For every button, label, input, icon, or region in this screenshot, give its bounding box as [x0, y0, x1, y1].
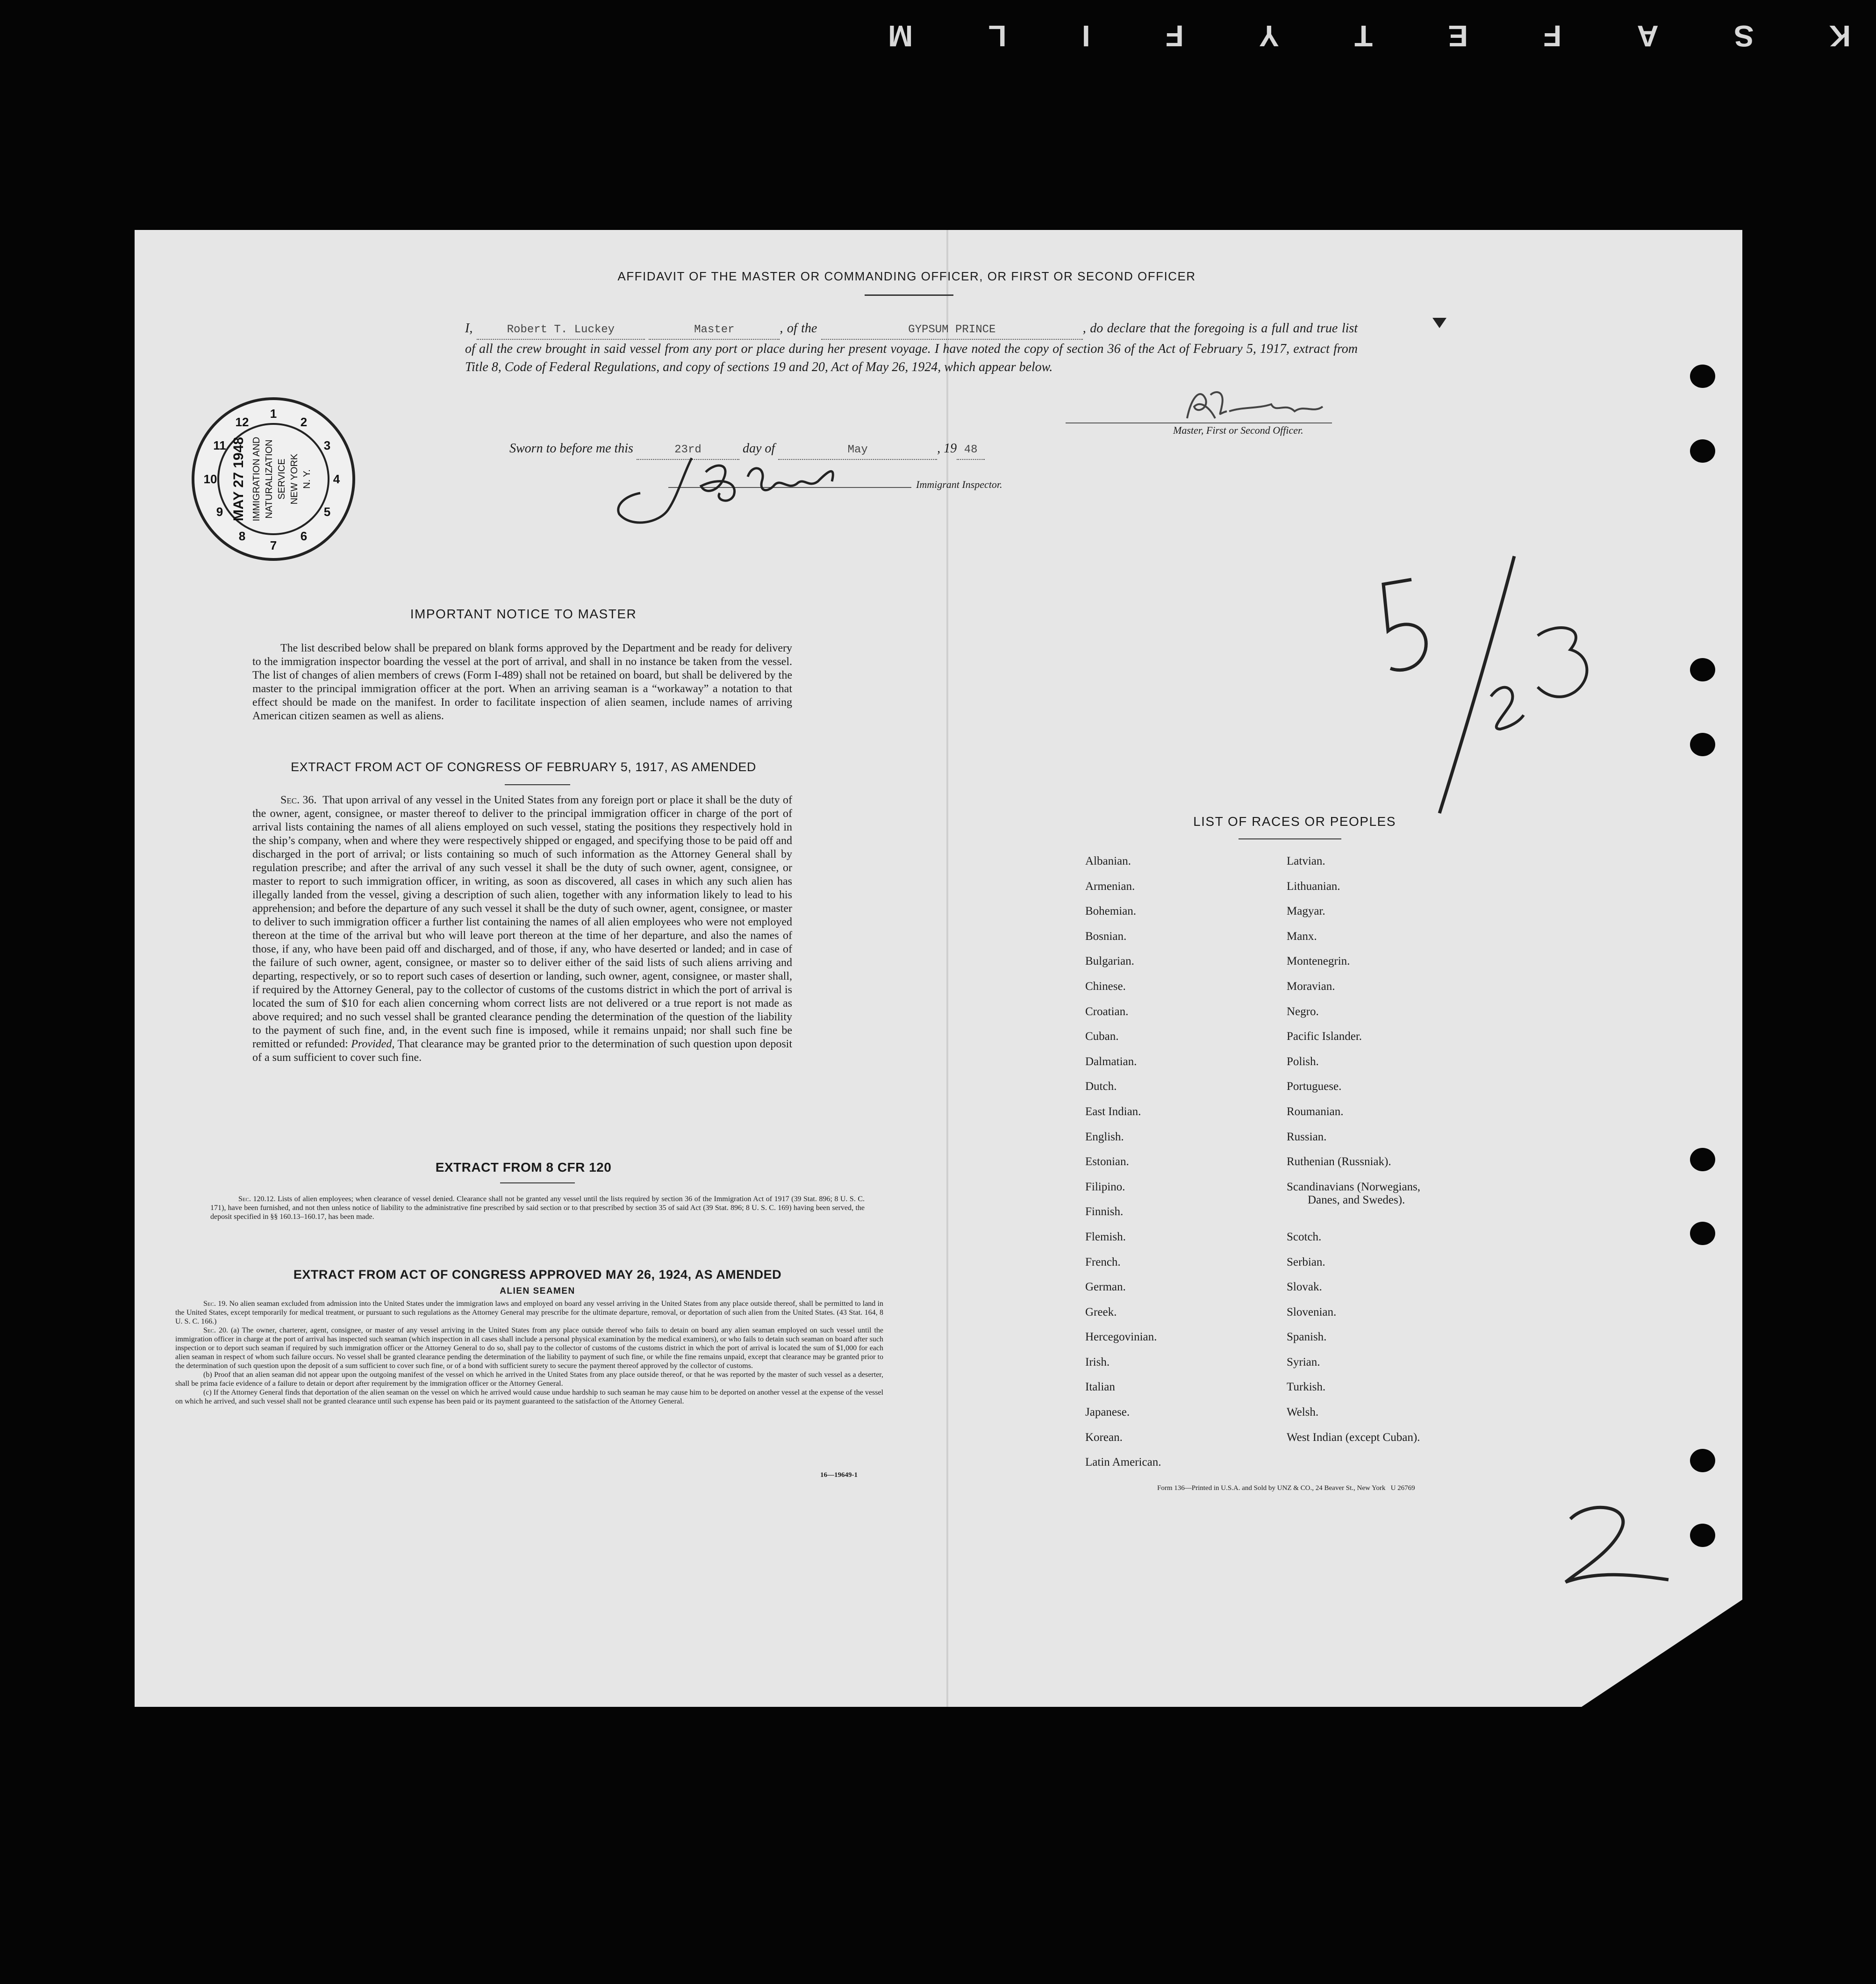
- punch-hole: [1690, 1449, 1715, 1472]
- race-item: Bosnian.: [1085, 930, 1127, 943]
- race-item: German.: [1085, 1281, 1126, 1294]
- punch-hole: [1690, 439, 1715, 463]
- races-column-2: [1287, 849, 1420, 1450]
- race-item: Flemish.: [1085, 1230, 1126, 1243]
- race-item: Japanese.: [1085, 1406, 1130, 1419]
- form-code: 16—19649-1: [820, 1471, 858, 1479]
- races-column-1: [1085, 849, 1161, 1475]
- printer-footer: Form 136—Printed in U.S.A. and Sold by UNZ & CO., 24 Beaver St., New York U 26769: [1157, 1484, 1415, 1492]
- section-20c-text: (c) If the Attorney General finds that deportation of the alien seaman on the vessel on which he arrived would cause undue hardship to such seaman he may cause him to be deported on another vessel at the expense of the vessel on which he arrived, and such vessel shall not be granted clearance until such expense has been paid or its payment guaranteed to the satisfaction of the Attorney General.: [175, 1389, 883, 1405]
- master-name-field: Robert T. Luckey: [477, 321, 645, 340]
- race-item: Serbian.: [1287, 1255, 1325, 1268]
- races-title: LIST OF RACES OR PEOPLES: [1193, 814, 1396, 829]
- race-item: Korean.: [1085, 1431, 1123, 1444]
- race-item: Finnish.: [1085, 1205, 1124, 1218]
- title-rule: [865, 294, 953, 296]
- race-item: Armenian.: [1085, 880, 1135, 893]
- tick-mark: [1430, 314, 1449, 333]
- notice-paragraph: The list described below shall be prepared on blank forms approved by the Department and be ready for delivery to the immigration inspector boarding the vessel at the port of arrival, and shall in no instance be taken from the vessel. The list of changes of alien members of crews (Form I-489) shall not be retained on board, but shall be delivered by the master to the principal immigration officer at the port. When an arriving seaman is a “workaway” a notation to that effect should be made on the manifest. In order to facilitate inspection of alien seamen, include names of arriving American citizen seamen as well as aliens.: [252, 642, 792, 722]
- race-item: Spanish.: [1287, 1331, 1327, 1344]
- race-item: Latin American.: [1085, 1456, 1161, 1469]
- affidavit-text: [465, 319, 1358, 376]
- race-item: Cuban.: [1085, 1030, 1119, 1043]
- film-letter: T: [1354, 19, 1373, 53]
- race-item: Turkish.: [1287, 1381, 1326, 1394]
- film-letter: I: [1081, 19, 1090, 53]
- stamp-number: 12: [235, 415, 249, 429]
- affidavit-title: AFFIDAVIT OF THE MASTER OR COMMANDING OFFICER, OR FIRST OR SECOND OFFICER: [617, 269, 1196, 283]
- cfr-rule: [500, 1182, 575, 1183]
- race-item: Negro.: [1287, 1005, 1319, 1018]
- race-item-scandinavians: [1287, 1175, 1420, 1225]
- race-item: Montenegrin.: [1287, 955, 1350, 968]
- race-item: West Indian (except Cuban).: [1287, 1431, 1420, 1444]
- day-of-label: day of: [742, 441, 775, 456]
- stamp-number: 3: [323, 438, 331, 452]
- film-letter: E: [1448, 19, 1468, 53]
- sworn-label: Sworn to before me this: [509, 441, 633, 456]
- stamp-number: 8: [238, 529, 246, 543]
- extract-1917-text: [252, 794, 792, 1065]
- film-letter: S: [1733, 19, 1754, 53]
- stamp-line: NEW YORK: [289, 453, 300, 505]
- race-item: Manx.: [1287, 930, 1317, 943]
- race-item: Russian.: [1287, 1130, 1327, 1143]
- stamp-number: 6: [300, 529, 308, 543]
- race-item: Latvian.: [1287, 855, 1325, 867]
- cfr-text: [210, 1195, 865, 1221]
- film-letter: M: [888, 19, 913, 53]
- stamp-line: SERVICE: [277, 458, 287, 500]
- race-item: Syrian.: [1287, 1355, 1320, 1368]
- race-item: Italian: [1085, 1381, 1115, 1394]
- stamp-line: NATURALIZATION: [264, 439, 274, 519]
- race-item: French.: [1085, 1255, 1121, 1268]
- of-the-label: , of the: [780, 321, 817, 336]
- stamp-number: 5: [323, 505, 331, 519]
- extract-1917-title: EXTRACT FROM ACT OF CONGRESS OF FEBRUARY 5, 1917, AS AMENDED: [291, 760, 756, 774]
- race-item: Bohemian.: [1085, 905, 1137, 918]
- punch-hole: [1690, 365, 1715, 388]
- race-item: Hercegovinian.: [1085, 1331, 1157, 1344]
- punch-hole: [1690, 658, 1715, 681]
- race-item: Roumanian.: [1287, 1105, 1344, 1118]
- race-item: English.: [1085, 1130, 1124, 1143]
- stamp-number: 1: [270, 407, 277, 421]
- stamp-number: 9: [216, 505, 223, 519]
- race-item-line: Scandinavians (Norwegians,: [1287, 1180, 1421, 1193]
- race-item: Filipino.: [1085, 1180, 1125, 1193]
- stamp-number: 10: [203, 472, 217, 486]
- races-rule: [1239, 838, 1341, 839]
- cfr-section: Sec. 120.12.: [238, 1195, 276, 1203]
- alien-seamen-subtitle: ALIEN SEAMEN: [500, 1286, 575, 1296]
- day-field: 23rd: [637, 441, 739, 460]
- immigration-stamp: [187, 393, 360, 566]
- film-letter: F: [1165, 19, 1184, 53]
- inspector-signature: [612, 449, 855, 542]
- vessel-name-field: GYPSUM PRINCE: [821, 321, 1083, 340]
- notice-title: IMPORTANT NOTICE TO MASTER: [410, 607, 637, 621]
- signature-label: Master, First or Second Officer.: [1173, 424, 1303, 436]
- stamp-line: N. Y.: [302, 469, 312, 489]
- race-item: Greek.: [1085, 1305, 1117, 1318]
- notice-text: [252, 642, 792, 723]
- extract-1917-rule: [505, 784, 570, 785]
- stamp-number: 11: [213, 438, 226, 452]
- cfr-paragraph: Lists of alien employees; when clearance of vessel denied. Clearance shall not be granted any vessel until the lists required by section 36 of the Immigration Act of 1917 (39 Stat. 896; 8 U. S. C. 171), have been furnished, and not then unless notice of liability to the administrative fine prescribed by said section or to that prescribed by section 35 of said Act (39 Stat. 896; 8 U. S. C. 169) having been served, the deposit specified in §§ 160.13–160.17, has been made.: [210, 1195, 865, 1221]
- extract-1924-text: [175, 1299, 883, 1406]
- section-19-text: No alien seaman excluded from admission into the United States under the immigration laws and employed on board any vessel arriving in the United States from any place outside thereof, shall be permitted to land in the United States, except temporarily for medical treatment, or pursuant to such regulations as the Attorney General may prescribe for the ultimate departure, removal, or deportation of such alien from the United States. (43 Stat. 164, 8 U. S. C. 166.): [175, 1300, 884, 1325]
- race-item: Slovenian.: [1287, 1305, 1337, 1318]
- folded-corner: [1576, 1598, 1744, 1711]
- race-item: Estonian.: [1085, 1155, 1129, 1168]
- race-item: Polish.: [1287, 1055, 1319, 1068]
- section-label: Sec. 36.: [280, 794, 317, 806]
- race-item: East Indian.: [1085, 1105, 1141, 1118]
- section-36-text: That upon arrival of any vessel in the United States from any foreign port or place it shall be the duty of the owner, agent, consignee, or master thereof to deliver to the principal immigration officer in charge of the port of arrival lists containing the names of all aliens employed on such vessel, stating the positions they respectively hold in the ship’s company, when and where they were respectively shipped or engaged, and specifying those to be paid off and discharged in the port of arrival; or lists containing so much of such information as the Attorney General shall by regulation prescribe; and after the arrival of any such vessel it shall be the duty of such owner, agent, consignee, or master to report to such immigration officer, in writing, as soon as discovered, all cases in which any such alien has illegally landed from the vessel, giving a description of such alien, together with any information likely to lead to his apprehension; and before the departure of any such vessel it shall be the duty of such owner, agent, consignee, or master to deliver to such immigration officer a further list containing the names of all alien employees who were not employed thereon at the time of the arrival but who will leave port thereon at the time of her departure, and also the names of those, if any, who have been paid off and discharged, and of those, if any, who have deserted or landed; and in case of the failure of such owner, agent, consignee, or master so to deliver either of the said lists of such aliens arriving and departing, respectively, or so to report such cases of desertion or landing, such owner, agent, consignee, or master shall, if required by the Attorney General, pay to the collector of customs of the customs district in which the port of arrival is located the sum of $10 for each alien concerning whom correct lists are not delivered or a true report is not made as above required; and no such vessel shall be granted clearance pending the determination of the question of the liability to the payment of such fine, and, in the event such fine is imposed, while it remains unpaid; nor shall such fine be remitted or refunded:: [252, 794, 792, 1050]
- cfr-title: EXTRACT FROM 8 CFR 120: [435, 1160, 612, 1175]
- stamp-date: MAY 27 1948: [231, 437, 246, 522]
- month-field: May: [778, 441, 937, 460]
- inspector-label: Immigrant Inspector.: [916, 479, 1002, 490]
- race-item: Lithuanian.: [1287, 880, 1340, 893]
- section-36-end: That clearance may be granted prior to the determination of such question upon deposit of a sum sufficient to cover such fine.: [252, 1038, 793, 1064]
- film-edge-text: [888, 10, 1851, 62]
- stamp-number: 4: [333, 472, 340, 486]
- punch-hole: [1690, 733, 1715, 756]
- race-item: Albanian.: [1085, 855, 1131, 867]
- race-item: Welsh.: [1287, 1406, 1319, 1419]
- section-20-label: Sec. 20.: [203, 1326, 228, 1334]
- race-item-line: Danes, and Swedes).: [1308, 1193, 1405, 1206]
- stamp-number: 7: [270, 538, 277, 552]
- extract-1924-title: EXTRACT FROM ACT OF CONGRESS APPROVED MAY 26, 1924, AS AMENDED: [293, 1268, 782, 1282]
- film-letter: L: [988, 19, 1007, 53]
- affidavit-i: I,: [465, 321, 473, 336]
- handwritten-page-number: [1552, 1500, 1673, 1594]
- punch-hole: [1690, 1222, 1715, 1245]
- year-prefix: , 19: [937, 441, 957, 456]
- race-item: Portuguese.: [1287, 1080, 1342, 1093]
- race-item: Dalmatian.: [1085, 1055, 1137, 1068]
- punch-hole: [1690, 1524, 1715, 1547]
- affidavit-declaration: that the foregoing is a full and true list of all the crew brought in said vessel from any port or place during her present voyage. I have noted the copy of section 36 of the Act of February 5, 1917, extract from Title 8, Code of Federal Regulations, and copy of sections 19 and 20, Act of May 26, 1924, which appear below.: [465, 321, 1358, 374]
- race-item: Magyar.: [1287, 905, 1325, 918]
- position-field: Master: [649, 321, 780, 340]
- race-item: Slovak.: [1287, 1281, 1322, 1294]
- race-item: Scotch.: [1287, 1230, 1322, 1243]
- race-item: Moravian.: [1287, 980, 1335, 993]
- year-field: 48: [957, 441, 985, 460]
- section-19-label: Sec. 19.: [203, 1300, 228, 1308]
- stamp-number: 2: [300, 415, 308, 429]
- master-signature: [1182, 386, 1337, 428]
- race-item: Pacific Islander.: [1287, 1030, 1362, 1043]
- punch-hole: [1690, 1148, 1715, 1171]
- film-letter: K: [1829, 19, 1851, 53]
- section-20b-text: (b) Proof that an alien seaman did not appear upon the outgoing manifest of the vessel on which he arrived in the United States from any place outside thereof, or that he was reported by the master of such vessel as a deserter, shall be prima facie evidence of a failure to detain or deport after requirement by the immigration officer or the Attorney General.: [175, 1371, 883, 1388]
- race-item: Dutch.: [1085, 1080, 1117, 1093]
- handwritten-fraction: [1369, 552, 1612, 823]
- section-20a-text: (a) The owner, charterer, agent, consignee, or master of any vessel arriving in the United States from any place outside thereof who fails to detain on board any alien seaman employed on such vessel until the immigration officer in charge at the port of arrival has inspected such seaman (which inspection in all cases shall include a personal physical examination by the medical examiners), or who fails to detain such seaman on board after such inspection or to deport such seaman if required by such immigration officer or the Attorney General to do so, shall pay to the collector of customs of the customs district in which the port of arrival is located the sum of $1,000 for each alien seaman in respect of whom such failure occurs. No vessel shall be granted clearance pending the determination of the liability to payment of such fine, or while the fine remains unpaid, except that clearance may be granted prior to the determination of such question upon the deposit of a sum sufficient to cover such fine, or of a bond with sufficient surety to secure the payment thereof approved by the collector of customs.: [175, 1326, 883, 1370]
- race-item: Bulgarian.: [1085, 955, 1134, 968]
- film-letter: A: [1637, 19, 1659, 53]
- film-letter: Y: [1259, 19, 1279, 53]
- race-item: Chinese.: [1085, 980, 1126, 993]
- race-item: Irish.: [1085, 1355, 1110, 1368]
- race-item: Croatian.: [1085, 1005, 1129, 1018]
- do-declare-label: , do declare: [1082, 321, 1146, 336]
- stamp-line: IMMIGRATION AND: [251, 437, 262, 522]
- race-item: Ruthenian (Russniak).: [1287, 1155, 1391, 1168]
- provided-word: Provided,: [351, 1038, 395, 1050]
- film-letter: F: [1543, 19, 1562, 53]
